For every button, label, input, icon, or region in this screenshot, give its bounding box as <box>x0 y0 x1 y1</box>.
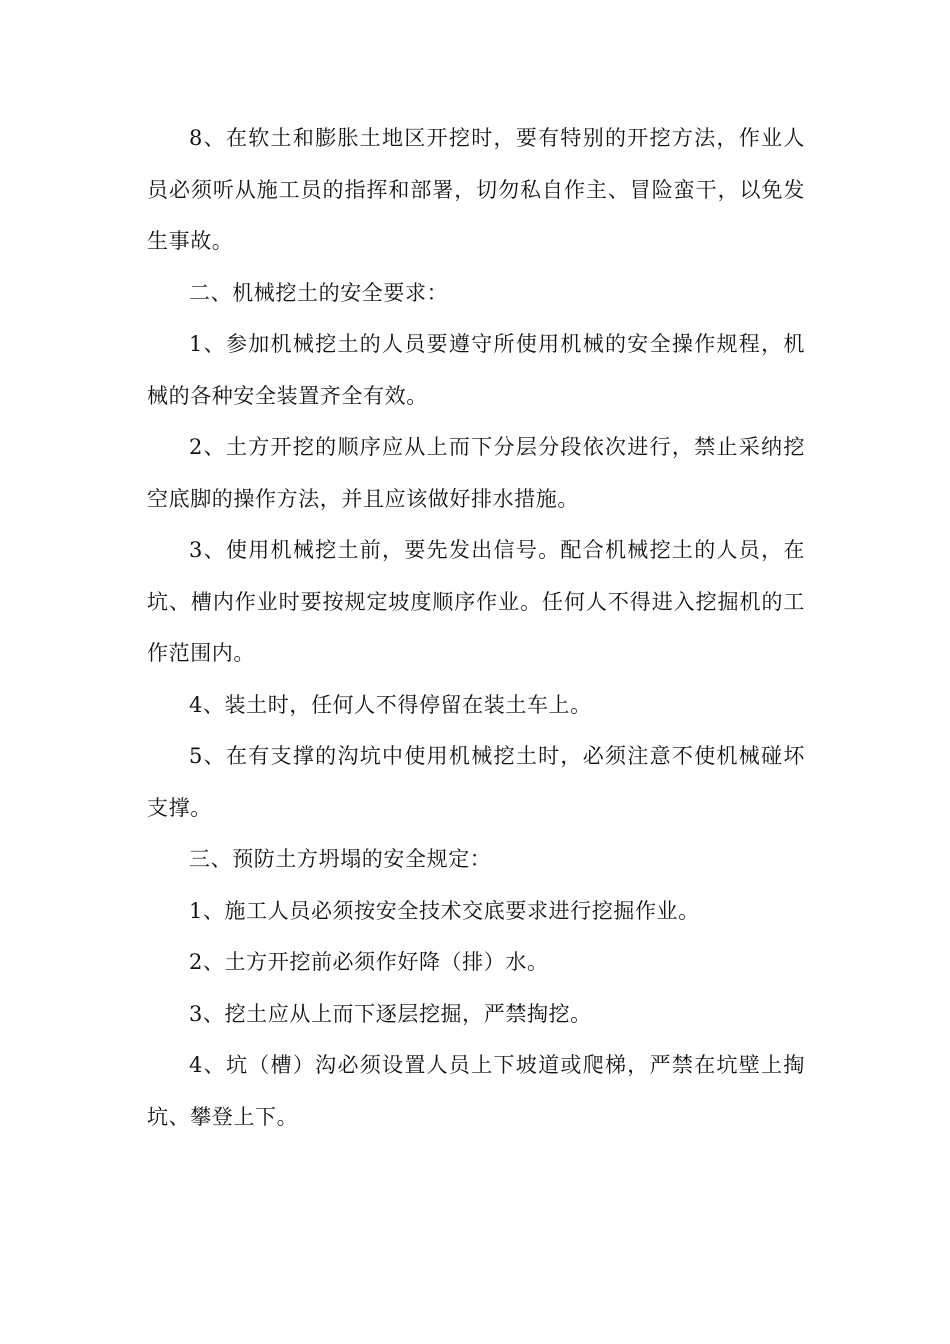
paragraph-mech-item-1: 1、参加机械挖土的人员要遵守所使用机械的安全操作规程，机械的各种安全装置齐全有效。 <box>147 332 805 408</box>
paragraph-collapse-item-2: 2、土方开挖前必须作好降（排）水。 <box>189 950 549 974</box>
paragraph-collapse-item-1: 1、施工人员必须按安全技术交底要求进行挖掘作业。 <box>189 898 700 923</box>
paragraph-mech-item-5: 5、在有支撑的沟坑中使用机械挖土时，必须注意不使机械碰坏支撑。 <box>147 744 805 820</box>
document-body <box>147 113 805 1143</box>
paragraph-collapse-item-3: 3、挖土应从上而下逐层挖掘，严禁掏挖。 <box>189 1001 592 1026</box>
section-heading-collapse-prevention: 三、预防土方坍塌的安全规定： <box>189 847 492 871</box>
paragraph-collapse-item-4: 4、坑（槽）沟必须设置人员上下坡道或爬梯，严禁在坑壁上掏坑、攀登上下。 <box>147 1053 805 1129</box>
paragraph-mech-item-4: 4、装土时，任何人不得停留在装土车上。 <box>189 692 592 717</box>
section-heading-mechanical-excavation: 二、机械挖土的安全要求： <box>189 280 449 305</box>
paragraph-mech-item-3: 3、使用机械挖土前，要先发出信号。配合机械挖土的人员，在坑、槽内作业时要按规定坡度顺序作业。任何人不得进入挖掘机的工作范围内。 <box>147 538 805 665</box>
paragraph-mech-item-2: 2、土方开挖的顺序应从上而下分层分段依次进行，禁止采纳挖空底脚的操作方法，并且应该做好排水措施。 <box>147 435 805 511</box>
paragraph-item-8-soft-soil: 8、在软土和膨胀土地区开挖时，要有特别的开挖方法，作业人员必须听从施工员的指挥和部署，切勿私自作主、冒险蛮干，以免发生事故。 <box>147 126 805 253</box>
